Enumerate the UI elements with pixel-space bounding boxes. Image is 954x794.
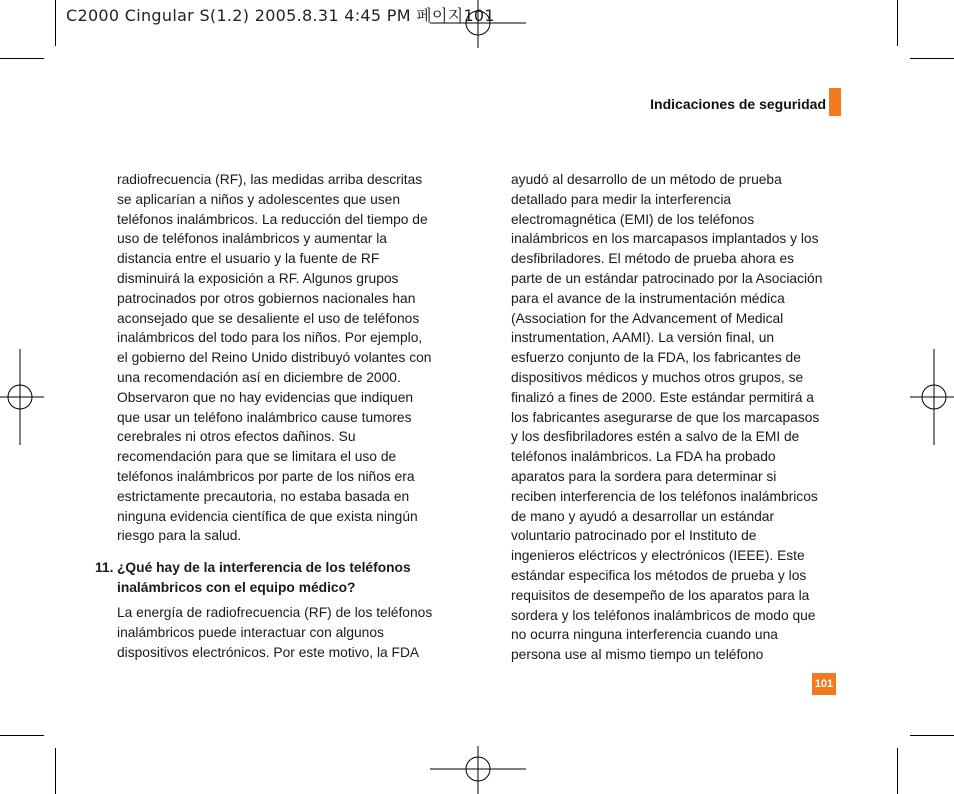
text-line: aparatos para la sordera para determinar si — [511, 468, 777, 484]
text-line: cerebrales ni otros efectos dañinos. Su — [117, 429, 356, 445]
text-line: estándar especifica los métodos de prueba y los — [511, 567, 807, 583]
text-line: detallado para medir la interferencia — [511, 191, 732, 207]
text-line: que usar un teléfono inalámbrico cause tumores — [117, 409, 412, 425]
text-line: ayudó al desarrollo de un método de prueba — [511, 172, 782, 187]
text-line: no ocurra ninguna interferencia cuando una — [511, 627, 778, 643]
answer-text — [117, 603, 447, 662]
crop-mark-top-left-v — [55, 0, 56, 46]
section-tab-marker — [829, 88, 841, 116]
text-line: aconsejado que se desaliente el uso de teléfonos — [117, 310, 420, 326]
crop-mark-bottom-right-v — [897, 748, 898, 794]
text-line: disminuirá la exposición a RF. Algunos grupos — [117, 270, 399, 286]
text-line: ninguna evidencia científica de que exista ningún — [117, 508, 418, 524]
text-line: uso de teléfonos inalámbricos y aumentar la — [117, 231, 387, 247]
text-line: una recomendación así en diciembre de 2000. — [117, 369, 401, 385]
text-line: teléfonos inalámbricos por parte de los niños era — [117, 468, 415, 484]
crop-mark-top-right-v — [897, 0, 898, 46]
text-line: teléfonos inalámbricos. La FDA ha probado — [511, 449, 776, 465]
text-line: patrocinados por otros gobiernos nacionales han — [117, 290, 416, 306]
text-line: inalámbricos puede interactuar con algunos — [117, 624, 384, 640]
text-line: sordera y los teléfonos inalámbricos de modo que — [511, 607, 816, 623]
text-line: estrictamente precautoria, no estaba basada en — [117, 488, 410, 504]
question-line: ¿Qué hay de la interferencia de los teléfonos — [117, 560, 411, 575]
text-line: se aplicarían a niños y adolescentes que usen — [117, 191, 401, 207]
text-line: voluntario patrocinado por el Instituto de — [511, 528, 757, 544]
crop-mark-top-right-h — [910, 58, 954, 59]
text-line: parte de un estándar patrocinado por la Asociación — [511, 270, 823, 286]
text-line: finalizó a fines de 2000. Este estándar permitirá a — [511, 389, 814, 405]
printer-slug: C2000 Cingular S(1.2) 2005.8.31 4:45 PM 페이지101 — [66, 6, 495, 25]
crop-mark-bottom-left-h — [0, 735, 44, 736]
text-line: para el avance de la instrumentación médica — [511, 290, 785, 306]
crop-mark-top-left-h — [0, 58, 44, 59]
crop-mark-bottom-left-v — [55, 748, 56, 794]
text-line: ingenieros eléctricos y electrónicos (IEEE). Este — [511, 548, 805, 564]
text-line: inalámbricos del todo para los niños. Por ejemplo, — [117, 330, 423, 346]
right-column-text — [511, 170, 841, 665]
text-line: reciben interferencia de los teléfonos inalámbricos — [511, 488, 818, 504]
page-number: 101 — [812, 673, 836, 695]
registration-mark-bottom — [430, 746, 526, 794]
question-number: 11. — [95, 560, 114, 575]
text-line: distancia entre el usuario y la fuente de RF — [117, 251, 380, 267]
question-heading — [95, 558, 447, 598]
text-line: instrumentation, AAMI). La versión final, un — [511, 330, 775, 346]
text-line: riesgo para la salud. — [117, 528, 242, 544]
section-title: Indicaciones de seguridad — [650, 96, 826, 112]
text-line: (Association for the Advancement of Medical — [511, 310, 784, 326]
text-line: los fabricantes asegurarse de que los marcapasos — [511, 409, 820, 425]
text-line: inalámbricos en los marcapasos implantados y los — [511, 231, 819, 247]
text-line: electromagnética (EMI) de los teléfonos — [511, 211, 755, 227]
text-line: y los desfibriladores estén a salvo de la EMI de — [511, 429, 800, 445]
text-line: La energía de radiofrecuencia (RF) de los teléfonos — [117, 605, 433, 620]
text-line: Observaron que no hay evidencias que indiquen — [117, 389, 414, 405]
text-line: recomendación para que se limitara el uso de — [117, 449, 397, 465]
registration-mark-right — [910, 349, 954, 445]
text-line: dispositivos médicos y muchos otros grupos, se — [511, 369, 804, 385]
text-line: desfibriladores. El método de prueba ahora es — [511, 251, 795, 267]
left-column-text — [117, 170, 447, 546]
text-line: de mano y ayudó a desarrollar un estándar — [511, 508, 775, 524]
text-line: teléfonos inalámbricos. La reducción del tiempo de — [117, 211, 428, 227]
text-line: el gobierno del Reino Unido distribuyó volantes con — [117, 350, 432, 366]
question-line: inalámbricos con el equipo médico? — [117, 579, 356, 595]
text-line: radiofrecuencia (RF), las medidas arriba descritas — [117, 172, 423, 187]
text-line: dispositivos electrónicos. Por este motivo, la FDA — [117, 644, 420, 660]
text-line: persona use al mismo tiempo un teléfono — [511, 647, 764, 663]
text-line: esfuerzo conjunto de la FDA, los fabricantes de — [511, 350, 801, 366]
text-line: requisitos de desempeño de los aparatos para la — [511, 587, 810, 603]
crop-mark-bottom-right-h — [910, 735, 954, 736]
registration-mark-top — [430, 0, 526, 48]
registration-mark-left — [0, 349, 44, 445]
